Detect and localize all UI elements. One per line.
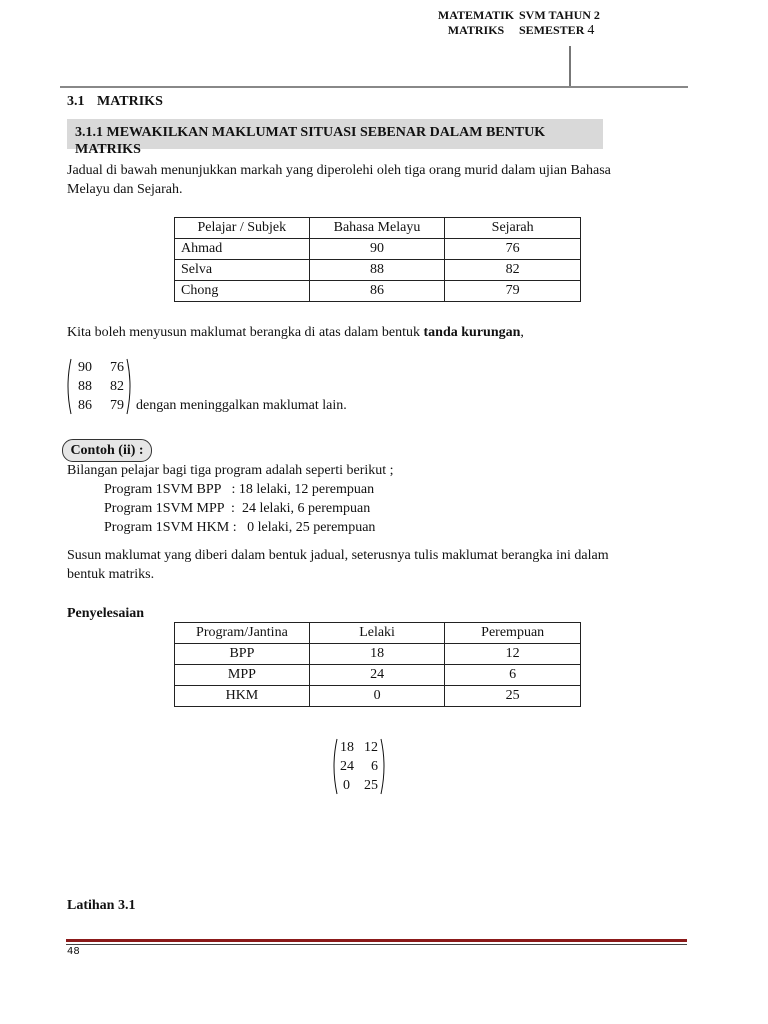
section-title: MATRIKS (97, 94, 163, 109)
section-number: 3.1 (67, 94, 85, 109)
table-cell: Chong (175, 281, 310, 302)
program-line: Program 1SVM BPP : 18 lelaki, 12 perempuan (104, 482, 375, 497)
matrix-cell: 18 (340, 740, 354, 755)
table-cell: 90 (309, 239, 445, 260)
semester-label: SEMESTER (519, 23, 585, 37)
task-line-1: Susun maklumat yang diberi dalam bentuk jadual, seterusnya tulis maklumat berangka ini dalam (67, 548, 609, 563)
intro-line-1: Jadual di bawah menunjukkan markah yang diperolehi oleh tiga orang murid dalam ujian Bahasa (67, 163, 611, 178)
table-cell: MPP (175, 665, 310, 686)
table-row (175, 686, 581, 707)
matrix-cell: 6 (371, 759, 378, 774)
matrix-caption: dengan meninggalkan maklumat lain. (136, 398, 347, 413)
matrix-cell: 24 (340, 759, 354, 774)
program-line: Program 1SVM MPP : 24 lelaki, 6 perempuan (104, 501, 371, 516)
table-cell: 25 (445, 686, 581, 707)
table-cell: Selva (175, 260, 310, 281)
table-header-cell: Lelaki (309, 623, 445, 644)
header-subject-line1: MATEMATIK (437, 8, 515, 22)
matrix-cell: 0 (343, 778, 350, 793)
header-course (519, 8, 629, 38)
task-line-2: bentuk matriks. (67, 567, 155, 582)
table-row (175, 644, 581, 665)
table-header-row (175, 218, 581, 239)
semester-number: 4 (587, 23, 595, 38)
marks-table (174, 217, 581, 302)
matrix-cell: 90 (78, 360, 92, 375)
example-badge: Contoh (ii) : (62, 439, 152, 462)
table-cell: 12 (445, 644, 581, 665)
header-divider-horizontal (60, 86, 688, 88)
bracket-sentence-start: Kita boleh menyusun maklumat berangka di atas dalam bentuk (67, 325, 424, 340)
table-header-cell: Bahasa Melayu (309, 218, 445, 239)
section-heading (67, 94, 163, 110)
table-cell: BPP (175, 644, 310, 665)
right-bracket-icon (126, 358, 134, 415)
program-matrix (330, 738, 388, 795)
table-cell: 82 (445, 260, 581, 281)
matrix-cell: 25 (364, 778, 378, 793)
table-cell: Ahmad (175, 239, 310, 260)
header-course-line1: SVM TAHUN 2 (519, 8, 600, 22)
table-cell: 18 (309, 644, 445, 665)
table-cell: 6 (445, 665, 581, 686)
subsection-title: 3.1.1 MEWAKILKAN MAKLUMAT SITUASI SEBENAR DALAM BENTUK MATRIKS (75, 125, 546, 157)
right-bracket-icon (380, 738, 388, 795)
table-row (175, 281, 581, 302)
exercise-label: Latihan 3.1 (67, 898, 136, 913)
bracket-sentence (67, 323, 524, 342)
bracket-sentence-bold: tanda kurungan (423, 325, 521, 340)
matrix-cell: 79 (110, 398, 124, 413)
table-header-cell: Perempuan (445, 623, 581, 644)
table-row (175, 260, 581, 281)
header-course-line2 (519, 23, 629, 38)
footer-rule-thin (66, 944, 687, 945)
table-header-cell: Program/Jantina (175, 623, 310, 644)
table-cell: 79 (445, 281, 581, 302)
footer-rule (66, 939, 687, 942)
table-header-row (175, 623, 581, 644)
subsection-banner (67, 119, 603, 157)
program-table (174, 622, 581, 707)
table-row (175, 665, 581, 686)
table-header-cell: Sejarah (445, 218, 581, 239)
matrix-cell: 86 (78, 398, 92, 413)
header-divider-vertical (569, 46, 571, 86)
table-cell: 24 (309, 665, 445, 686)
table-cell: 76 (445, 239, 581, 260)
header-subject-line2: MATRIKS (447, 23, 505, 37)
matrix-cell: 88 (78, 379, 92, 394)
bracket-sentence-end: , (520, 325, 524, 340)
table-cell: 0 (309, 686, 445, 707)
task-paragraph (67, 546, 609, 584)
matrix-cell: 82 (110, 379, 124, 394)
matrix-cell: 12 (364, 740, 378, 755)
marks-matrix (64, 358, 134, 415)
intro-paragraph (67, 161, 611, 199)
table-cell: HKM (175, 686, 310, 707)
example-intro: Bilangan pelajar bagi tiga program adalah seperti berikut ; (67, 463, 394, 478)
table-cell: 88 (309, 260, 445, 281)
table-row (175, 239, 581, 260)
header-subject (428, 8, 524, 38)
program-line: Program 1SVM HKM : 0 lelaki, 25 perempuan (104, 520, 376, 535)
page-number: 48 (67, 946, 80, 957)
matrix-cell: 76 (110, 360, 124, 375)
table-header-cell: Pelajar / Subjek (175, 218, 310, 239)
table-cell: 86 (309, 281, 445, 302)
solution-label: Penyelesaian (67, 606, 144, 621)
intro-line-2: Melayu dan Sejarah. (67, 182, 183, 197)
